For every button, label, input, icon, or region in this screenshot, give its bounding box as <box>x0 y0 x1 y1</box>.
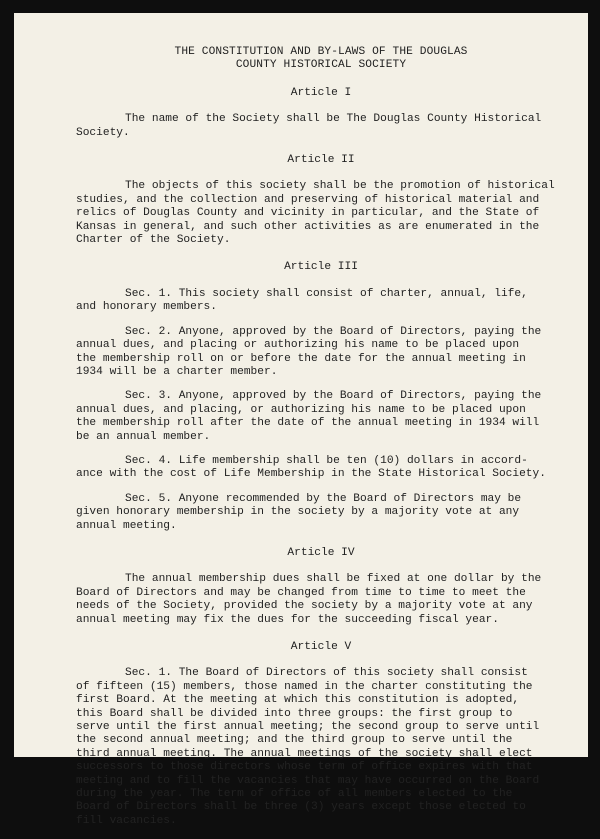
articles-container <box>76 87 566 828</box>
paragraph-line: fill vacancies. <box>76 814 177 827</box>
paragraph-line: The annual membership dues shall be fixed at one dollar by the <box>125 573 542 586</box>
paragraph-line: Board of Directors and may be changed from time to time to meet the <box>76 586 526 599</box>
title-line-2: COUNTY HISTORICAL SOCIETY <box>235 59 407 72</box>
paragraph-line: Kansas in general, and such other activities as are enumerated in the <box>76 220 540 233</box>
paragraph-line: Sec. 1. The Board of Directors of this society shall consist <box>125 667 528 680</box>
paragraph-line: the second annual meeting; and the third group to serve until the <box>76 734 513 747</box>
paragraph-line: meeting and to fill the vacancies that may have occurred on the Board <box>76 774 540 787</box>
article-heading: Article I <box>290 86 352 99</box>
article-paragraph <box>76 493 566 533</box>
article-paragraph <box>76 326 566 380</box>
paragraph-line: 1934 will be a charter member. <box>76 365 278 378</box>
paragraph-line: and honorary members. <box>76 301 217 314</box>
paragraph-line: of fifteen (15) members, those named in the charter constituting the <box>76 680 533 693</box>
paragraph-line: Sec. 2. Anyone, approved by the Board of Directors, paying the <box>125 325 542 338</box>
article-paragraph <box>76 573 566 627</box>
paragraph-line: Sec. 1. This society shall consist of charter, annual, life, <box>125 287 528 300</box>
paragraph-line: The objects of this society shall be the promotion of historical <box>125 180 555 193</box>
article-heading: Article III <box>284 261 358 274</box>
article-paragraph <box>76 288 566 315</box>
paragraph-line: serve until the first annual meeting; the second group to serve until <box>76 721 540 734</box>
paragraph-line: needs of the Society, provided the society by a majority vote at any <box>76 600 533 613</box>
paragraph-line: relics of Douglas County and vicinity in particular, and the State of <box>76 207 540 220</box>
paragraph-line: the membership roll after the date of the annual meeting in 1934 will <box>76 417 540 430</box>
article-heading: Article IV <box>287 546 355 559</box>
paragraph-line: this Board shall be divided into three groups: the first group to <box>76 707 513 720</box>
article-paragraph <box>76 113 566 140</box>
paragraph-line: the membership roll on or before the date for the annual meeting in <box>76 352 526 365</box>
paragraph-line: ance with the cost of Life Membership in the State Historical Society. <box>76 468 546 481</box>
paragraph-line: Sec. 4. Life membership shall be ten (10) dollars in accord- <box>125 454 528 467</box>
article-paragraph <box>76 180 566 247</box>
document-title <box>76 46 566 73</box>
paragraph-line: annual meeting may fix the dues for the succeeding fiscal year. <box>76 613 499 626</box>
paragraph-line: Sec. 3. Anyone, approved by the Board of Directors, paying the <box>125 390 542 403</box>
paragraph-line: Society. <box>76 126 130 139</box>
title-line-1: THE CONSTITUTION AND BY-LAWS OF THE DOUGLAS <box>174 46 468 58</box>
paragraph-line: annual dues, and placing, or authorizing his name to be placed upon <box>76 403 526 416</box>
article-paragraph <box>76 667 566 828</box>
paragraph-line: The name of the Society shall be The Douglas County Historical <box>125 113 542 126</box>
article-heading: Article V <box>290 641 352 653</box>
article-heading: Article II <box>287 154 355 167</box>
document-body <box>76 46 566 839</box>
paragraph-line: Sec. 5. Anyone recommended by the Board of Directors may be <box>125 492 522 505</box>
paragraph-line: annual dues, and placing or authorizing his name to be placed upon <box>76 339 520 352</box>
paragraph-line: given honorary membership in the society by a majority vote at any <box>76 506 520 519</box>
paragraph-line: successors to those directors whose term of office expires with that <box>76 761 533 774</box>
paragraph-line: Board of Directors shall be three (3) years except those elected to <box>76 801 526 814</box>
paragraph-line: be an annual member. <box>76 430 211 443</box>
article-paragraph <box>76 455 566 482</box>
document-page <box>14 13 588 827</box>
paragraph-line: studies, and the collection and preserving of historical material and <box>76 193 540 206</box>
paragraph-line: third annual meeting. The annual meetings of the society shall elect <box>76 747 533 760</box>
paragraph-line: annual meeting. <box>76 519 177 532</box>
paragraph-line: during the year. The term of office of all members elected to the <box>76 788 513 801</box>
article-paragraph <box>76 390 566 444</box>
paragraph-line: Charter of the Society. <box>76 234 231 247</box>
paragraph-line: first Board. At the meeting at which this constitution is adopted, <box>76 694 520 707</box>
